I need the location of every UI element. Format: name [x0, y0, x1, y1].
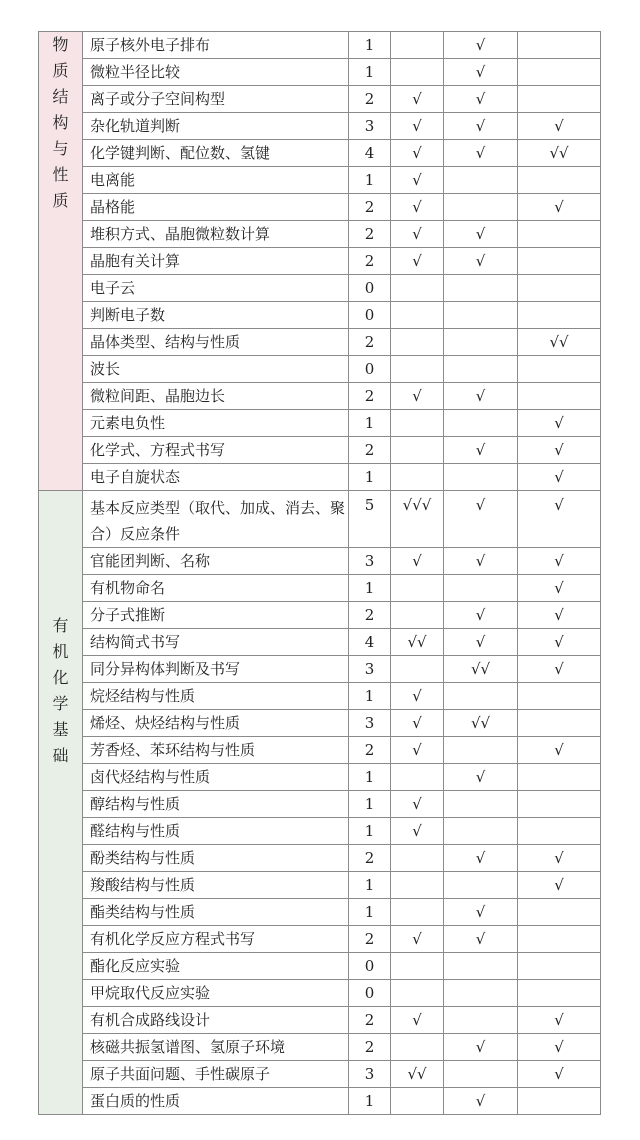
- mark-cell-3: [518, 86, 601, 113]
- table-row: [39, 629, 601, 656]
- mark-cell-2: √: [444, 383, 518, 410]
- mark-cell-1: [391, 32, 444, 59]
- mark-cell-3: √: [518, 1034, 601, 1061]
- mark-cell-2: [444, 575, 518, 602]
- mark-cell-3: [518, 59, 601, 86]
- mark-cell-2: √: [444, 221, 518, 248]
- count-cell: 0: [349, 302, 391, 329]
- mark-cell-1: √: [391, 791, 444, 818]
- topic-cell: 有机合成路线设计: [83, 1007, 349, 1034]
- mark-cell-1: √√: [391, 1061, 444, 1088]
- count-cell: 2: [349, 329, 391, 356]
- topic-cell: 堆积方式、晶胞微粒数计算: [83, 221, 349, 248]
- mark-cell-3: √: [518, 491, 601, 548]
- topic-cell: 电子自旋状态: [83, 464, 349, 491]
- topic-cell: 基本反应类型（取代、加成、消去、聚合）反应条件: [83, 491, 349, 548]
- section-title: [39, 491, 83, 1115]
- table-row: [39, 491, 601, 548]
- mark-cell-1: [391, 602, 444, 629]
- mark-cell-2: √: [444, 764, 518, 791]
- mark-cell-2: √: [444, 437, 518, 464]
- topic-cell: 电离能: [83, 167, 349, 194]
- count-cell: 3: [349, 548, 391, 575]
- topic-cell: 结构简式书写: [83, 629, 349, 656]
- table-row: [39, 86, 601, 113]
- mark-cell-1: [391, 845, 444, 872]
- topic-cell: 晶格能: [83, 194, 349, 221]
- mark-cell-3: √√: [518, 140, 601, 167]
- mark-cell-2: [444, 275, 518, 302]
- mark-cell-1: [391, 302, 444, 329]
- mark-cell-3: [518, 764, 601, 791]
- mark-cell-2: √: [444, 1034, 518, 1061]
- mark-cell-1: [391, 1088, 444, 1115]
- mark-cell-2: √: [444, 59, 518, 86]
- mark-cell-1: √: [391, 1007, 444, 1034]
- count-cell: 2: [349, 1034, 391, 1061]
- topic-cell: 烯烃、炔烃结构与性质: [83, 710, 349, 737]
- mark-cell-2: √: [444, 32, 518, 59]
- mark-cell-1: [391, 464, 444, 491]
- mark-cell-1: √: [391, 683, 444, 710]
- count-cell: 1: [349, 764, 391, 791]
- count-cell: 2: [349, 1007, 391, 1034]
- section-title-char: 构: [52, 113, 69, 132]
- count-cell: 1: [349, 167, 391, 194]
- section-title-char: 础: [52, 746, 69, 765]
- mark-cell-2: [444, 980, 518, 1007]
- table-row: [39, 710, 601, 737]
- mark-cell-3: [518, 248, 601, 275]
- count-cell: 0: [349, 953, 391, 980]
- mark-cell-1: √: [391, 113, 444, 140]
- table-row: [39, 953, 601, 980]
- mark-cell-2: √: [444, 629, 518, 656]
- table-row: [39, 602, 601, 629]
- count-cell: 1: [349, 464, 391, 491]
- mark-cell-1: √: [391, 194, 444, 221]
- mark-cell-3: [518, 818, 601, 845]
- mark-cell-2: [444, 356, 518, 383]
- topic-cell: 烷烃结构与性质: [83, 683, 349, 710]
- mark-cell-3: √√: [518, 329, 601, 356]
- count-cell: 2: [349, 437, 391, 464]
- count-cell: 1: [349, 575, 391, 602]
- section-title-char: 化: [52, 668, 69, 687]
- section-title-char: 与: [52, 139, 69, 158]
- mark-cell-1: √: [391, 926, 444, 953]
- table-row: [39, 575, 601, 602]
- mark-cell-1: √: [391, 383, 444, 410]
- mark-cell-2: [444, 464, 518, 491]
- count-cell: 2: [349, 602, 391, 629]
- topic-cell: 离子或分子空间构型: [83, 86, 349, 113]
- count-cell: 3: [349, 710, 391, 737]
- table-row: [39, 302, 601, 329]
- topic-cell: 有机化学反应方程式书写: [83, 926, 349, 953]
- count-cell: 1: [349, 791, 391, 818]
- section-title-char: 结: [52, 87, 69, 106]
- count-cell: 2: [349, 737, 391, 764]
- count-cell: 0: [349, 980, 391, 1007]
- section-title-char: 学: [52, 694, 69, 713]
- count-cell: 3: [349, 113, 391, 140]
- mark-cell-1: √: [391, 710, 444, 737]
- mark-cell-2: √√: [444, 710, 518, 737]
- mark-cell-3: [518, 383, 601, 410]
- table-row: [39, 383, 601, 410]
- mark-cell-2: [444, 737, 518, 764]
- topic-grid: [38, 31, 601, 1115]
- count-cell: 5: [349, 491, 391, 548]
- table-row: [39, 899, 601, 926]
- mark-cell-1: [391, 1034, 444, 1061]
- topic-cell: 羧酸结构与性质: [83, 872, 349, 899]
- mark-cell-3: √: [518, 629, 601, 656]
- table-row: [39, 926, 601, 953]
- mark-cell-3: √: [518, 1007, 601, 1034]
- mark-cell-2: [444, 953, 518, 980]
- mark-cell-2: √: [444, 926, 518, 953]
- table-row: [39, 248, 601, 275]
- count-cell: 4: [349, 629, 391, 656]
- section-title: [39, 32, 83, 491]
- topic-cell: 波长: [83, 356, 349, 383]
- section-title-char: 质: [52, 191, 69, 210]
- mark-cell-1: √: [391, 548, 444, 575]
- mark-cell-3: [518, 926, 601, 953]
- section-title-char: 有: [52, 616, 69, 635]
- topic-cell: 化学式、方程式书写: [83, 437, 349, 464]
- mark-cell-2: √: [444, 845, 518, 872]
- table-row: [39, 1034, 601, 1061]
- table-row: [39, 548, 601, 575]
- mark-cell-3: √: [518, 602, 601, 629]
- topic-cell: 微粒间距、晶胞边长: [83, 383, 349, 410]
- table-row: [39, 1088, 601, 1115]
- mark-cell-3: √: [518, 575, 601, 602]
- mark-cell-3: √: [518, 845, 601, 872]
- topic-cell: 官能团判断、名称: [83, 548, 349, 575]
- count-cell: 1: [349, 32, 391, 59]
- count-cell: 3: [349, 656, 391, 683]
- count-cell: 4: [349, 140, 391, 167]
- mark-cell-3: [518, 980, 601, 1007]
- mark-cell-1: [391, 59, 444, 86]
- count-cell: 2: [349, 926, 391, 953]
- mark-cell-1: [391, 980, 444, 1007]
- table-row: [39, 59, 601, 86]
- mark-cell-3: √: [518, 464, 601, 491]
- topic-cell: 晶胞有关计算: [83, 248, 349, 275]
- mark-cell-1: √: [391, 167, 444, 194]
- mark-cell-2: √: [444, 548, 518, 575]
- mark-cell-1: √√: [391, 629, 444, 656]
- table-row: [39, 275, 601, 302]
- mark-cell-3: √: [518, 1061, 601, 1088]
- topic-cell: 晶体类型、结构与性质: [83, 329, 349, 356]
- table-row: [39, 845, 601, 872]
- topic-cell: 原子共面问题、手性碳原子: [83, 1061, 349, 1088]
- mark-cell-1: √: [391, 86, 444, 113]
- table-row: [39, 329, 601, 356]
- table-row: [39, 872, 601, 899]
- topic-cell: 元素电负性: [83, 410, 349, 437]
- table-row: [39, 791, 601, 818]
- count-cell: 1: [349, 683, 391, 710]
- mark-cell-2: [444, 1061, 518, 1088]
- table-row: [39, 764, 601, 791]
- mark-cell-1: √√√: [391, 491, 444, 548]
- mark-cell-1: [391, 764, 444, 791]
- section-title-char: 物: [52, 35, 69, 54]
- mark-cell-3: √: [518, 548, 601, 575]
- topic-cell: 分子式推断: [83, 602, 349, 629]
- mark-cell-1: [391, 656, 444, 683]
- mark-cell-2: √: [444, 1088, 518, 1115]
- table-row: [39, 656, 601, 683]
- mark-cell-1: [391, 899, 444, 926]
- count-cell: 2: [349, 86, 391, 113]
- table-row: [39, 683, 601, 710]
- topic-cell: 微粒半径比较: [83, 59, 349, 86]
- count-cell: 1: [349, 59, 391, 86]
- topic-cell: 醇结构与性质: [83, 791, 349, 818]
- section-title-char: 性: [52, 165, 69, 184]
- table-row: [39, 167, 601, 194]
- mark-cell-1: √: [391, 737, 444, 764]
- mark-cell-1: [391, 410, 444, 437]
- mark-cell-1: √: [391, 818, 444, 845]
- mark-cell-2: √: [444, 491, 518, 548]
- table-row: [39, 356, 601, 383]
- topic-cell: 酯类结构与性质: [83, 899, 349, 926]
- table-row: [39, 113, 601, 140]
- count-cell: 2: [349, 194, 391, 221]
- table-row: [39, 140, 601, 167]
- mark-cell-1: [391, 872, 444, 899]
- mark-cell-3: [518, 953, 601, 980]
- topic-cell: 电子云: [83, 275, 349, 302]
- mark-cell-2: √√: [444, 656, 518, 683]
- mark-cell-2: [444, 410, 518, 437]
- mark-cell-3: [518, 710, 601, 737]
- topic-cell: 卤代烃结构与性质: [83, 764, 349, 791]
- mark-cell-3: [518, 356, 601, 383]
- topic-cell: 醛结构与性质: [83, 818, 349, 845]
- count-cell: 2: [349, 221, 391, 248]
- mark-cell-3: [518, 899, 601, 926]
- mark-cell-3: [518, 1088, 601, 1115]
- mark-cell-3: [518, 221, 601, 248]
- count-cell: 1: [349, 872, 391, 899]
- count-cell: 3: [349, 1061, 391, 1088]
- mark-cell-2: [444, 818, 518, 845]
- table-row: [39, 464, 601, 491]
- topic-cell: 杂化轨道判断: [83, 113, 349, 140]
- mark-cell-2: [444, 1007, 518, 1034]
- mark-cell-3: [518, 275, 601, 302]
- mark-cell-2: √: [444, 248, 518, 275]
- table-row: [39, 1061, 601, 1088]
- mark-cell-2: [444, 683, 518, 710]
- topic-cell: 酚类结构与性质: [83, 845, 349, 872]
- table-row: [39, 980, 601, 1007]
- mark-cell-3: [518, 683, 601, 710]
- mark-cell-2: √: [444, 899, 518, 926]
- count-cell: 1: [349, 899, 391, 926]
- count-cell: 2: [349, 845, 391, 872]
- table-row: [39, 410, 601, 437]
- topic-cell: 化学键判断、配位数、氢键: [83, 140, 349, 167]
- mark-cell-2: √: [444, 86, 518, 113]
- topic-cell: 判断电子数: [83, 302, 349, 329]
- table-row: [39, 194, 601, 221]
- topic-cell: 甲烷取代反应实验: [83, 980, 349, 1007]
- mark-cell-1: [391, 275, 444, 302]
- table-row: [39, 1007, 601, 1034]
- mark-cell-3: √: [518, 737, 601, 764]
- mark-cell-3: [518, 302, 601, 329]
- mark-cell-3: √: [518, 194, 601, 221]
- mark-cell-1: √: [391, 221, 444, 248]
- section-title-char: 质: [52, 61, 69, 80]
- topic-cell: 芳香烃、苯环结构与性质: [83, 737, 349, 764]
- mark-cell-1: [391, 437, 444, 464]
- table-row: [39, 32, 601, 59]
- mark-cell-2: [444, 302, 518, 329]
- mark-cell-1: √: [391, 140, 444, 167]
- mark-cell-2: √: [444, 140, 518, 167]
- mark-cell-3: [518, 32, 601, 59]
- mark-cell-2: [444, 167, 518, 194]
- count-cell: 0: [349, 275, 391, 302]
- mark-cell-1: [391, 575, 444, 602]
- mark-cell-3: √: [518, 437, 601, 464]
- mark-cell-2: √: [444, 113, 518, 140]
- topic-cell: 同分异构体判断及书写: [83, 656, 349, 683]
- section-title-char: 基: [52, 720, 69, 739]
- exam-topic-table: [38, 31, 601, 1115]
- table-row: [39, 737, 601, 764]
- topic-cell: 酯化反应实验: [83, 953, 349, 980]
- mark-cell-2: [444, 791, 518, 818]
- mark-cell-3: √: [518, 410, 601, 437]
- mark-cell-3: √: [518, 656, 601, 683]
- mark-cell-3: [518, 167, 601, 194]
- mark-cell-2: [444, 194, 518, 221]
- mark-cell-2: [444, 872, 518, 899]
- mark-cell-1: √: [391, 248, 444, 275]
- mark-cell-3: [518, 791, 601, 818]
- count-cell: 1: [349, 1088, 391, 1115]
- mark-cell-1: [391, 329, 444, 356]
- mark-cell-1: [391, 356, 444, 383]
- topic-cell: 核磁共振氢谱图、氢原子环境: [83, 1034, 349, 1061]
- count-cell: 1: [349, 818, 391, 845]
- topic-cell: 蛋白质的性质: [83, 1088, 349, 1115]
- table-row: [39, 818, 601, 845]
- mark-cell-1: [391, 953, 444, 980]
- mark-cell-2: √: [444, 602, 518, 629]
- section-title-char: 机: [52, 642, 69, 661]
- topic-cell: 原子核外电子排布: [83, 32, 349, 59]
- count-cell: 2: [349, 248, 391, 275]
- mark-cell-2: [444, 329, 518, 356]
- count-cell: 0: [349, 356, 391, 383]
- topic-cell: 有机物命名: [83, 575, 349, 602]
- table-row: [39, 221, 601, 248]
- count-cell: 1: [349, 410, 391, 437]
- mark-cell-3: √: [518, 872, 601, 899]
- table-row: [39, 437, 601, 464]
- count-cell: 2: [349, 383, 391, 410]
- mark-cell-3: √: [518, 113, 601, 140]
